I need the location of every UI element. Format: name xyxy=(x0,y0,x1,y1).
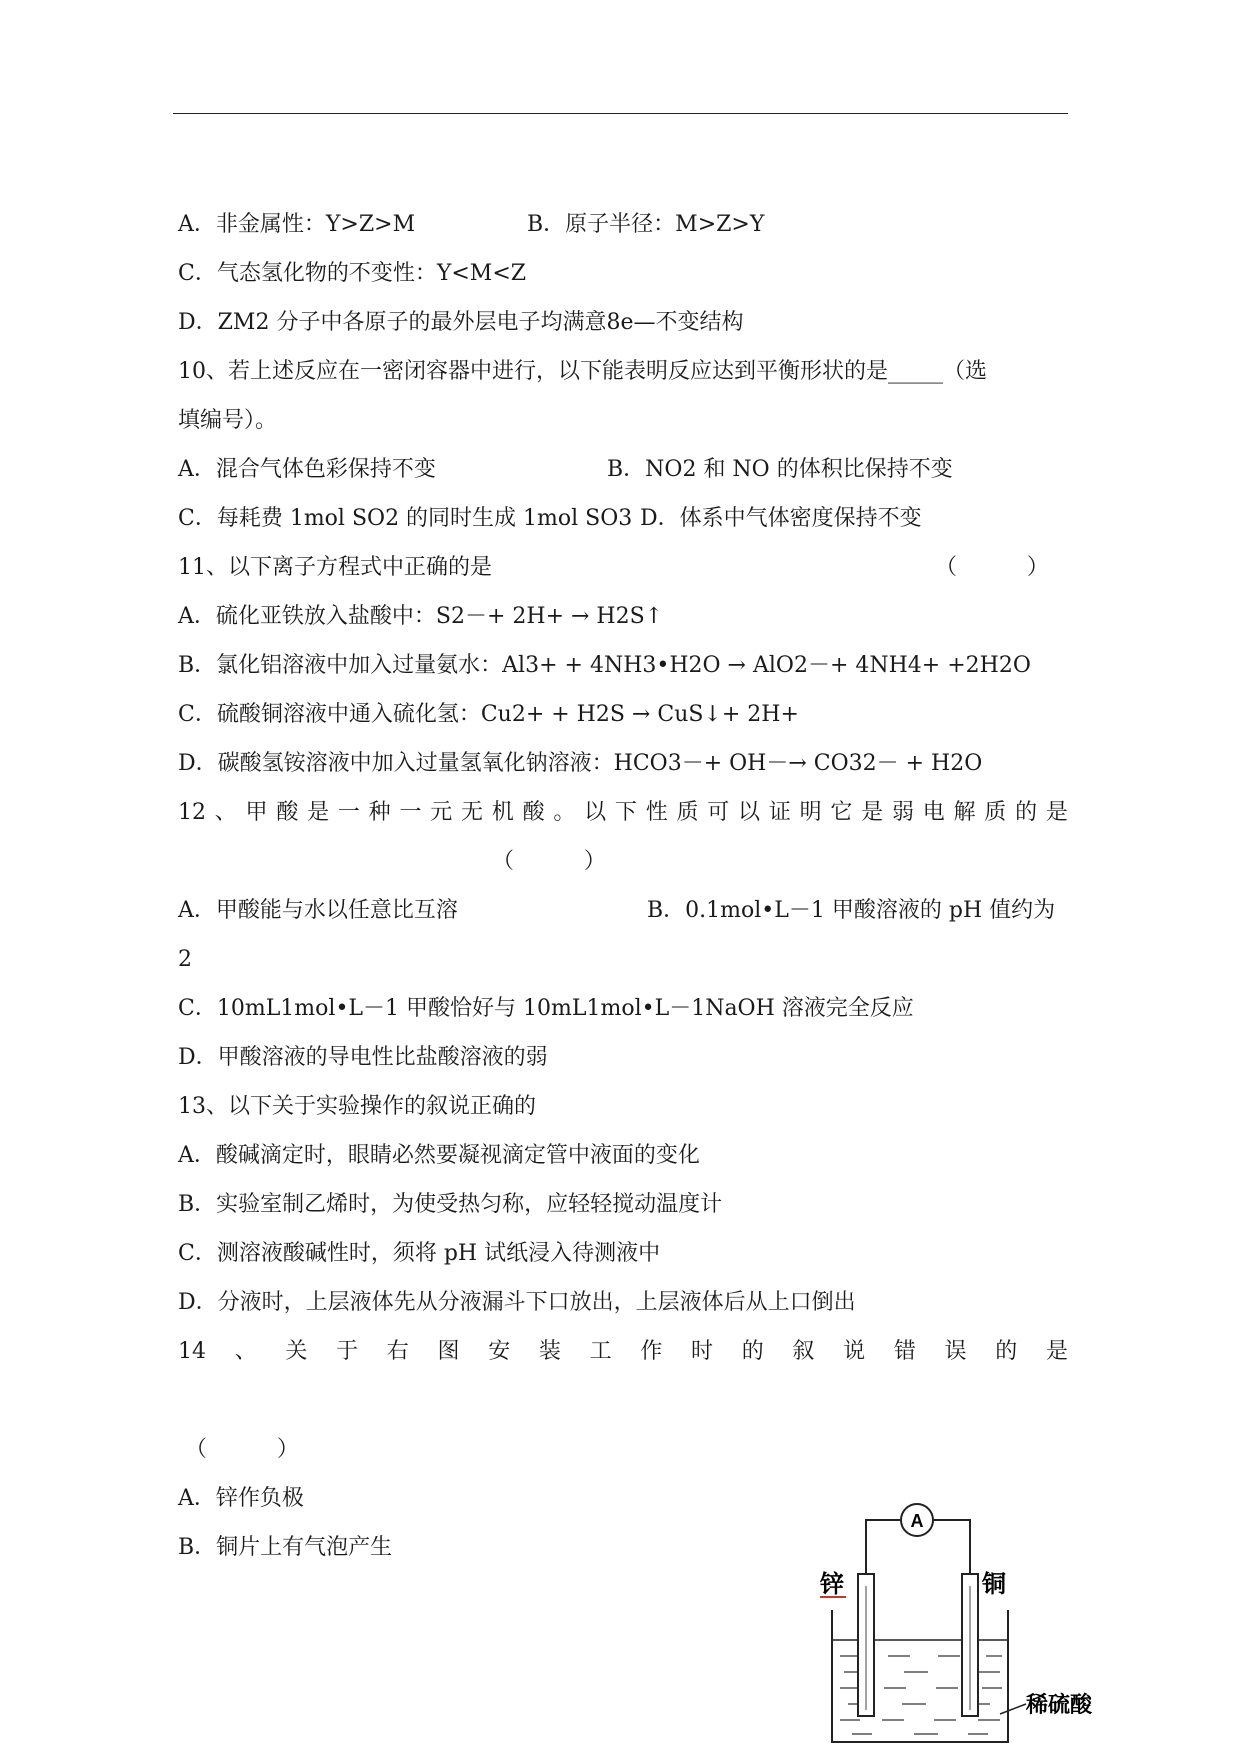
q12-stem: 12 、 甲 酸 是 一 种 一 元 无 机 酸 。 以 下 性 质 可 以 证 明 它 是 弱 电 解 质 的 是 xyxy=(178,800,1068,825)
q14-stem: 14 、 关 于 右 图 安 装 工 作 时 的 叙 说 错 误 的 是 xyxy=(178,1339,1068,1364)
q10-option-a: A．混合气体色彩保持不变 xyxy=(178,457,436,482)
acid-label: 稀硫酸 xyxy=(1026,1693,1093,1718)
q13-option-a: A．酸碱滴定时，眼睛必然要凝视滴定管中液面的变化 xyxy=(178,1143,700,1168)
q10-stem-line2: 填编号）。 xyxy=(178,408,278,433)
q13-option-b: B．实验室制乙烯时，为使受热匀称，应轻轻搅动温度计 xyxy=(178,1192,723,1217)
q13-option-d: D．分液时，上层液体先从分液漏斗下口放出，上层液体后从上口倒出 xyxy=(178,1290,856,1315)
q9-option-b: B．原子半径：M>Z>Y xyxy=(527,212,765,237)
q13-stem: 13、以下关于实验操作的叙说正确的 xyxy=(178,1094,536,1119)
q11-option-a: A．硫化亚铁放入盐酸中：S2－+ 2H+ → H2S↑ xyxy=(178,604,664,629)
q14-answer-paren: （ ） xyxy=(185,1437,299,1462)
q10-option-c: C．每耗费 1mol SO2 的同时生成 1mol SO3 xyxy=(178,506,633,531)
q11-option-c: C．硫酸铜溶液中通入硫化氢：Cu2+ + H2S → CuS↓+ 2H+ xyxy=(178,702,799,727)
q12-answer-paren: （ ） xyxy=(492,849,606,874)
galvanic-cell-figure xyxy=(818,1500,1098,1750)
q12-option-c: C．10mL1mol•L－1 甲酸恰好与 10mL1mol•L－1NaOH 溶液完全反应 xyxy=(178,996,914,1021)
q12-option-a: A．甲酸能与水以任意比互溶 xyxy=(178,898,458,923)
q12-option-d: D．甲酸溶液的导电性比盐酸溶液的弱 xyxy=(178,1045,548,1070)
zinc-label: 锌 xyxy=(820,1570,844,1598)
q11-answer-paren: （ ） xyxy=(935,555,1049,580)
copper-label: 铜 xyxy=(982,1570,1006,1598)
q9-option-a: A．非金属性：Y>Z>M xyxy=(178,212,416,237)
q11-stem: 11、以下离子方程式中正确的是 xyxy=(178,555,492,580)
q12-option-b-continued: 2 xyxy=(178,947,192,972)
q13-option-c: C．测溶液酸碱性时，须将 pH 试纸浸入待测液中 xyxy=(178,1241,661,1266)
q10-option-d: D．体系中气体密度保持不变 xyxy=(640,506,922,531)
q10-stem-line1: 10、若上述反应在一密闭容器中进行，以下能表明反应达到平衡形状的是_____（选 xyxy=(178,359,987,384)
q11-option-b: B．氯化铝溶液中加入过量氨水：Al3+ + 4NH3•H2O → AlO2－+ 4NH4+ +2H2O xyxy=(178,653,1031,678)
q14-option-a: A．锌作负极 xyxy=(178,1486,304,1511)
header-rule xyxy=(173,113,1068,114)
q12-option-b: B．0.1mol•L－1 甲酸溶液的 pH 值约为 xyxy=(647,898,1056,923)
q10-option-b: B．NO2 和 NO 的体积比保持不变 xyxy=(607,457,953,482)
q9-option-d: D．ZM2 分子中各原子的最外层电子均满意8e—不变结构 xyxy=(178,310,744,335)
q9-option-c: C．气态氢化物的不变性：Y<M<Z xyxy=(178,261,527,286)
q11-option-d: D．碳酸氢铵溶液中加入过量氢氧化钠溶液：HCO3－+ OH－→ CO32－ + H2O xyxy=(178,751,983,776)
ammeter-label: A xyxy=(910,1511,924,1531)
q14-option-b: B．铜片上有气泡产生 xyxy=(178,1535,393,1560)
